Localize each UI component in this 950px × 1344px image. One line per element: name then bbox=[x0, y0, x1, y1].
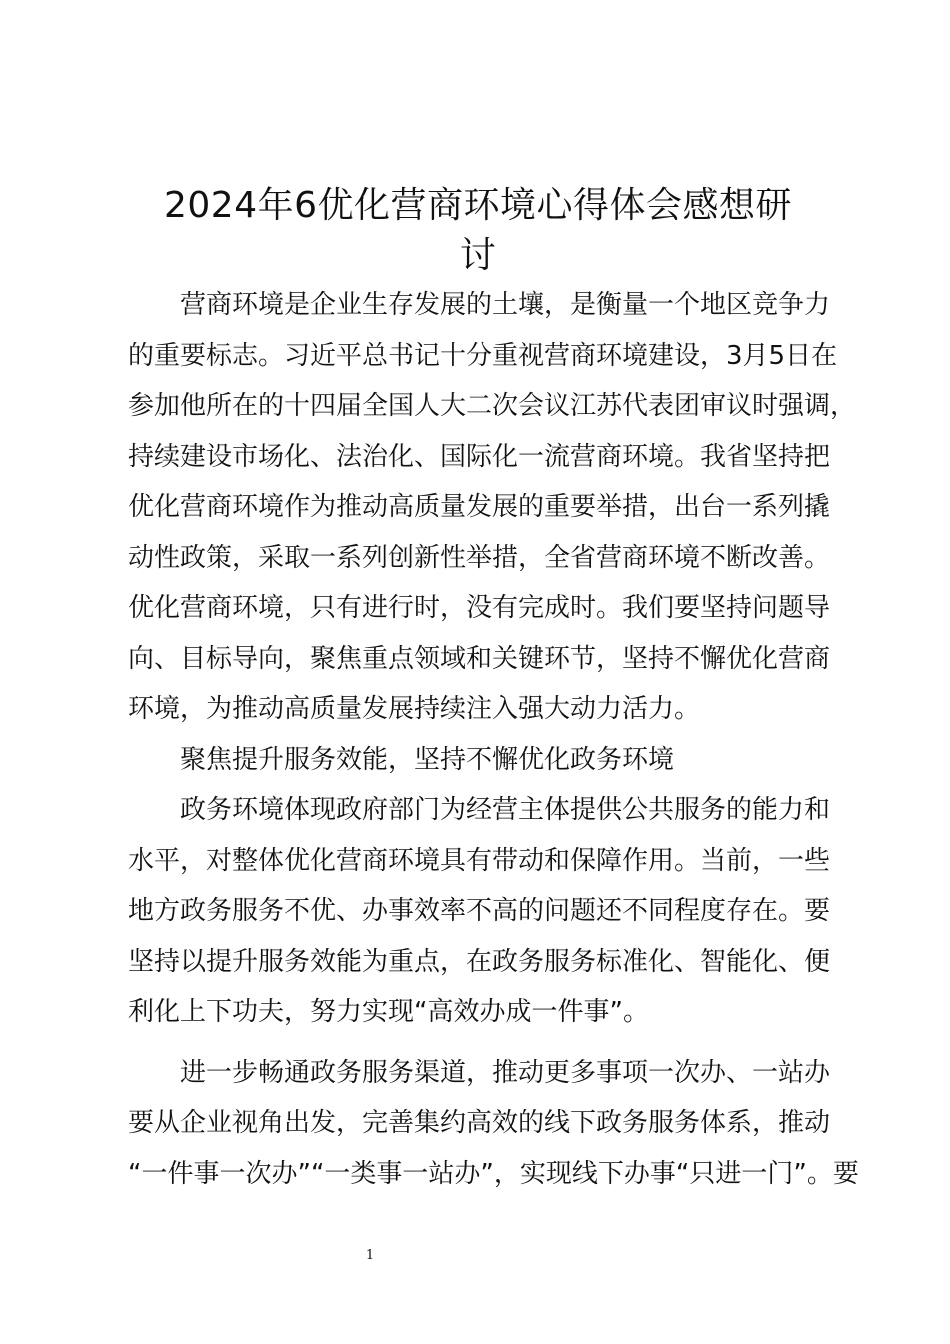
paragraph-line: 地方政务服务不优、办事效率不高的问题还不同程度存在。要 bbox=[128, 896, 831, 926]
paragraph-line: 坚持以提升服务效能为重点，在政务服务标准化、智能化、便 bbox=[128, 946, 831, 977]
paragraph-line: 进一步畅通政务服务渠道，推动更多事项一次办、一站办 bbox=[180, 1057, 831, 1088]
paragraph-line: 政务环境体现政府部门为经营主体提供公共服务的能力和 bbox=[180, 795, 831, 825]
paragraph-line: 向、目标导向，聚焦重点领域和关键环节，坚持不懈优化营商 bbox=[128, 643, 831, 674]
paragraph-government-environment bbox=[128, 785, 833, 1038]
paragraph-line: 水平，对整体优化营商环境具有带动和保障作用。当前，一些 bbox=[128, 845, 831, 876]
paragraph-line: 环境，为推动高质量发展持续注入强大动力活力。 bbox=[128, 694, 701, 724]
document-title-line-1: 2024年6优化营商环境心得体会感想研 bbox=[163, 185, 793, 226]
paragraph-line: 优化营商环境，只有进行时，没有完成时。我们要坚持问题导 bbox=[128, 593, 831, 623]
paragraph-line: 的重要标志。习近平总书记十分重视营商环境建设，3月5日在 bbox=[128, 340, 838, 371]
paragraph-spacer bbox=[128, 1038, 833, 1048]
paragraph-line: 参加他所在的十四届全国人大二次会议江苏代表团审议时强调， bbox=[128, 391, 857, 421]
paragraph-intro bbox=[128, 280, 857, 735]
paragraph-line: 持续建设市场化、法治化、国际化一流营商环境。我省坚持把 bbox=[128, 441, 831, 472]
paragraph-line: 要从企业视角出发，完善集约高效的线下政务服务体系，推动 bbox=[128, 1108, 831, 1138]
page-number: 1 bbox=[365, 1248, 375, 1263]
document-body bbox=[128, 280, 859, 1199]
paragraph-line: 动性政策，采取一系列创新性举措，全省营商环境不断改善。 bbox=[128, 542, 831, 573]
paragraph-line: 优化营商环境作为推动高质量发展的重要举措，出台一系列撬 bbox=[128, 492, 831, 522]
paragraph-line: 利化上下功夫，努力实现“高效办成一件事”。 bbox=[128, 997, 649, 1027]
document-title-line-2: 讨 bbox=[459, 235, 497, 276]
paragraph-line: “一件事一次办”“一类事一站办”，实现线下办事“只进一门”。要 bbox=[128, 1158, 859, 1189]
paragraph-service-channels bbox=[128, 1048, 859, 1200]
section-heading: 聚焦提升服务效能，坚持不懈优化政务环境 bbox=[180, 744, 675, 775]
paragraph-line: 营商环境是企业生存发展的土壤，是衡量一个地区竞争力 bbox=[180, 290, 831, 320]
